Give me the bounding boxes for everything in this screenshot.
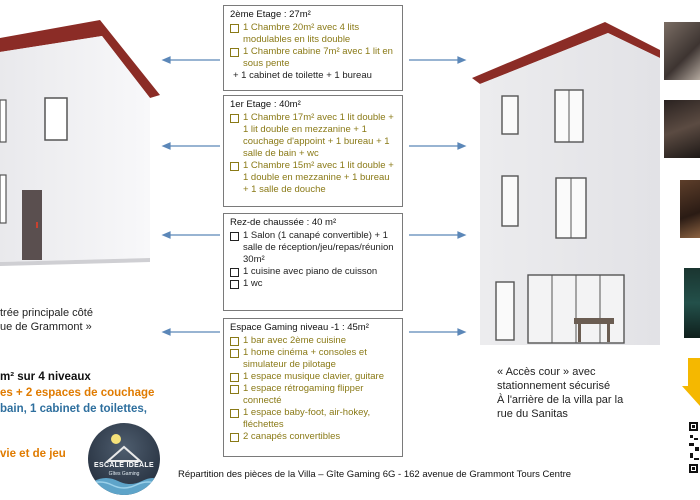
logo-subtext: Gîtes Gaming: [108, 471, 140, 477]
checkbox-icon: [230, 433, 239, 442]
checkbox-icon: [230, 24, 239, 33]
floor-ground-item: 1 cuisine avec piano de cuisson: [230, 266, 396, 278]
summary-line-4: vie et de jeu: [0, 448, 66, 460]
summary-line-3: bain, 1 cabinet de toilettes,: [0, 403, 147, 415]
courtyard-access-text: « Accès cour » avec stationnement sécurisé À l'arrière de la villa par la rue du Sanitas: [497, 366, 624, 420]
checkbox-icon: [230, 385, 239, 394]
logo-text: ESCALE IDÉALE: [94, 462, 154, 469]
floor-gaming-item: 1 bar avec 2ème cuisine: [230, 335, 396, 347]
checkbox-icon: [230, 337, 239, 346]
summary-line-2: es + 2 espaces de couchage: [0, 387, 155, 399]
floor-gaming-title: Espace Gaming niveau -1 : 45m²: [230, 322, 369, 333]
checkbox-icon: [230, 232, 239, 241]
page-caption: Répartition des pièces de la Villa – Gîte Gaming 6G - 162 avenue de Grammont Tours Centre: [178, 469, 572, 480]
floor-first-item: 1 Chambre 17m² avec 1 lit double + 1 lit double en mezzanine + 1 couchage d'appoint + 1 bureau + 1 salle de bain + wc: [230, 112, 396, 160]
checkbox-icon: [230, 349, 239, 358]
main-entrance-text: trée principale côté ue de Grammont »: [0, 307, 93, 333]
checkbox-icon: [230, 268, 239, 277]
floor-ground-item: 1 Salon (1 canapé convertible) + 1 salle de réception/jeu/repas/réunion 30m²: [230, 230, 396, 266]
floor-gaming-item: 1 espace baby-foot, air-hokey, fléchettes: [230, 407, 396, 431]
checkbox-icon: [230, 280, 239, 289]
summary-line-1: m² sur 4 niveaux: [0, 371, 91, 383]
checkbox-icon: [230, 162, 239, 171]
floor-gaming-item: 1 espace rétrogaming flipper connecté: [230, 383, 396, 407]
floor-second-item: 1 Chambre cabine 7m² avec 1 lit en sous pente: [230, 46, 396, 70]
floor-gaming-box: [223, 318, 403, 457]
floor-first-item: 1 Chambre 15m² avec 1 lit double + 1 double en mezzanine + 1 bureau + 1 salle de douche: [230, 160, 396, 196]
floor-second-box: [223, 5, 403, 91]
checkbox-icon: [230, 373, 239, 382]
escale-ideale-logo: [88, 423, 160, 495]
floor-gaming-item: 1 home cinéma + consoles et simulateur de pilotage: [230, 347, 396, 371]
checkbox-icon: [230, 409, 239, 418]
floor-first-box: [223, 95, 403, 207]
floor-gaming-item: 2 canapés convertibles: [230, 431, 396, 443]
floor-second-title: 2ème Etage : 27m²: [230, 9, 311, 20]
floor-gaming-item: 1 espace musique clavier, guitare: [230, 371, 396, 383]
floor-ground-title: Rez-de chaussée : 40 m²: [230, 217, 337, 228]
checkbox-icon: [230, 114, 239, 123]
floor-first-title: 1er Etage : 40m²: [230, 99, 301, 110]
floor-ground-box: [223, 213, 403, 311]
floor-ground-item: 1 wc: [230, 278, 396, 290]
floor-second-item: 1 Chambre 20m² avec 4 lits modulables en lits double: [230, 22, 396, 46]
logo-mark-icon: [88, 423, 160, 495]
checkbox-icon: [230, 48, 239, 57]
floor-second-extra: + 1 cabinet de toilette + 1 bureau: [233, 70, 372, 81]
